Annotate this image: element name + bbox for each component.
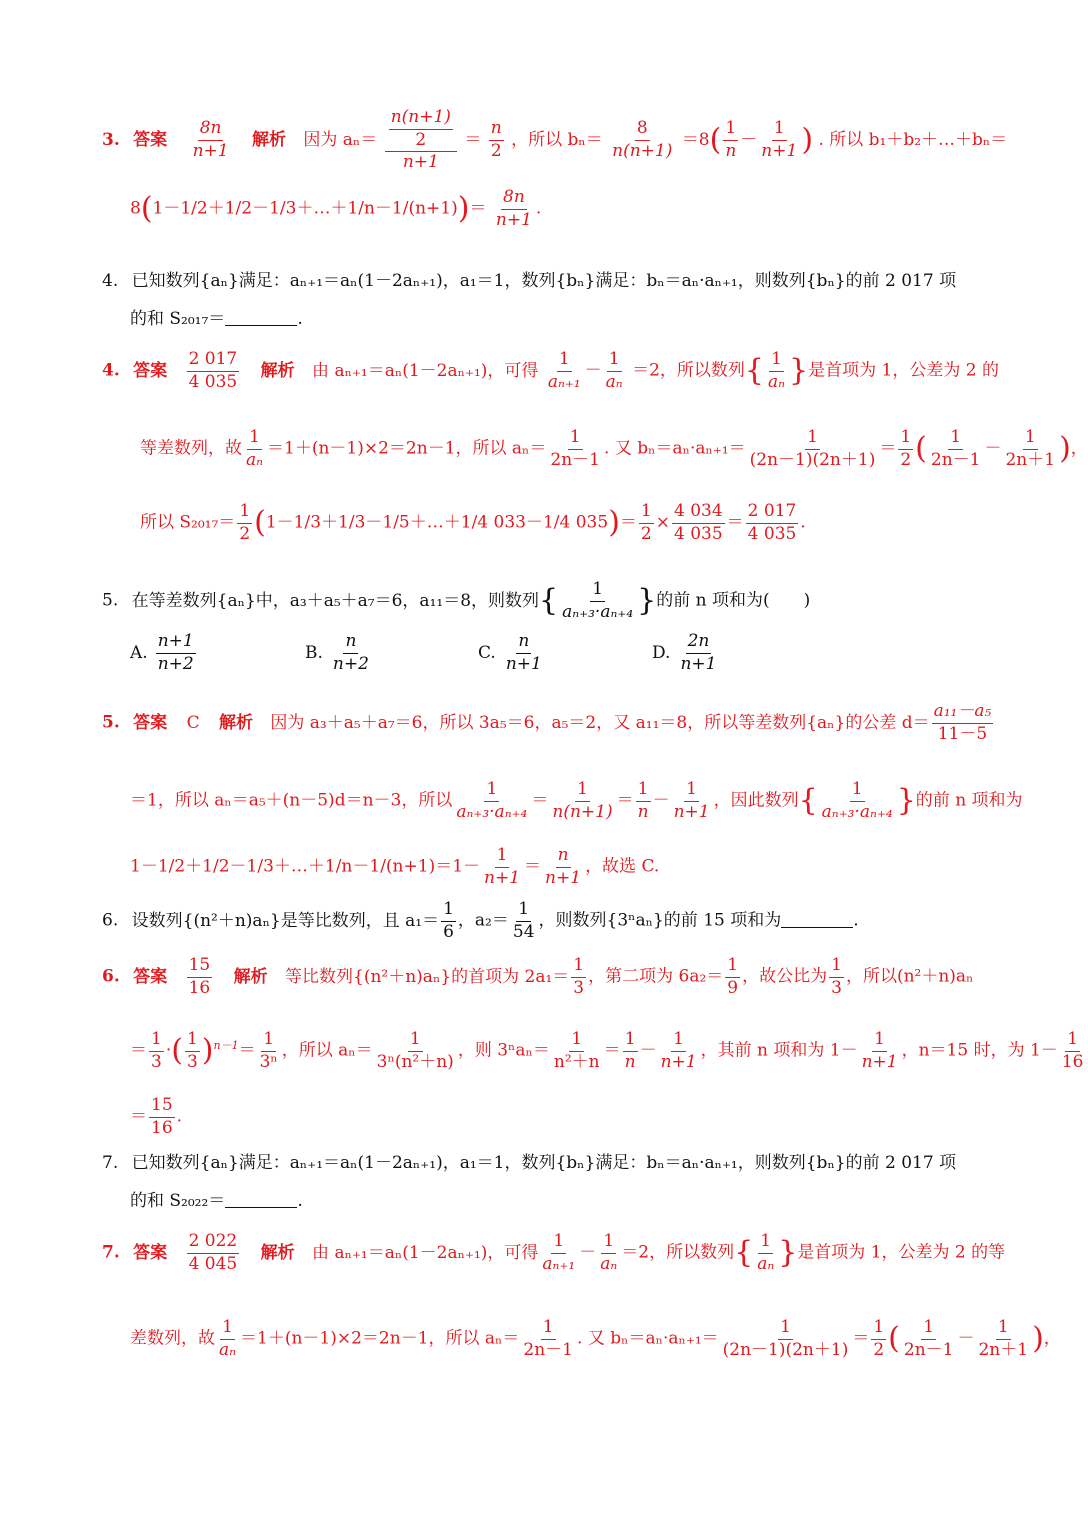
fraction: $\frac{1}{\text{3ⁿ}}$ bbox=[259, 1029, 278, 1072]
fraction: $\frac{1}{n+1}$ bbox=[673, 779, 710, 822]
fraction: $\frac{1}{\text{aₙ₊₃·aₙ₊₄}}$ bbox=[821, 779, 893, 822]
fraction: $\frac{1}{n(n+1)}$ bbox=[552, 779, 613, 822]
answer-blank[interactable] bbox=[225, 1207, 297, 1208]
q7-question-line-1 bbox=[102, 1148, 956, 1173]
text: ，第二项为 6a₂＝ bbox=[588, 966, 724, 987]
fraction: $\frac{1}{2n-1}$ bbox=[903, 1317, 954, 1360]
fraction: $\frac{1}{2n-1}$ bbox=[550, 427, 601, 470]
analysis-label: 解析 bbox=[260, 1242, 295, 1263]
item-number: 6. bbox=[102, 910, 119, 931]
q5-answer-line-1 bbox=[102, 702, 995, 744]
text: ，所以(n²＋n)aₙ bbox=[845, 966, 974, 987]
question-text: 已知数列{aₙ}满足：aₙ₊₁＝aₙ(1－2aₙ₊₁)，a₁＝1，数列{bₙ}满足：bₙ＝aₙ·aₙ₊₁，则数列{bₙ}的前 2 017 项 bbox=[131, 1153, 957, 1173]
question-text: 已知数列{aₙ}满足：aₙ₊₁＝aₙ(1－2aₙ₊₁)，a₁＝1，数列{bₙ}满足：bₙ＝aₙ·aₙ₊₁，则数列{bₙ}的前 2 017 项 bbox=[131, 271, 957, 291]
fraction: $\frac{1}{n}$ bbox=[637, 779, 649, 822]
analysis-label: 解析 bbox=[251, 129, 286, 150]
text: . 又 bₙ＝aₙ·aₙ₊₁＝ bbox=[604, 438, 746, 459]
text: ，其前 n 项和为 1－ bbox=[700, 1040, 858, 1061]
analysis-label: 解析 bbox=[218, 712, 253, 733]
fraction: $\frac{1}{3}$ bbox=[831, 955, 842, 998]
text: ＝1，所以 aₙ＝a₅＋(n－5)d＝n－3，所以 bbox=[130, 790, 453, 811]
text: ＝1＋(n－1)×2＝2n－1，所以 aₙ＝ bbox=[267, 438, 547, 459]
telescoping-sum: 1－1/2＋1/2－1/3＋…＋1/n－1/(n+1) bbox=[152, 198, 458, 219]
text: ，故选 C. bbox=[585, 856, 660, 877]
q5-question-line-1: 5. 在等差数列{aₙ}中，a₃＋a₅＋a₇＝6，a₁₁＝8，则数列{ $\frac{1}{\text{aₙ₊₃·aₙ₊₄}}$ }的前 n 项和为( ) bbox=[102, 579, 811, 622]
fraction: $\frac{1}{n+1}$ bbox=[761, 118, 798, 161]
fraction: $\frac{1}{2}$ bbox=[873, 1317, 885, 1360]
fraction: $\frac{1}{54}$ bbox=[512, 899, 535, 942]
text: 8 bbox=[130, 198, 141, 219]
fraction: $\frac{1}{6}$ bbox=[443, 899, 454, 942]
fraction: $\frac{1}{3}$ bbox=[573, 955, 585, 998]
text: ，则 3ⁿaₙ＝ bbox=[457, 1040, 550, 1061]
fraction: $\frac{1}{n+1}$ bbox=[861, 1029, 898, 1072]
analysis-label: 解析 bbox=[260, 360, 295, 381]
fraction: $\frac{1}{\text{aₙ}}$ bbox=[757, 1231, 775, 1274]
fraction: $\frac{n}{n+1}$ bbox=[545, 845, 582, 888]
q3-answer-line-2: 8(1－1/2＋1/2－1/3＋…＋1/n－1/(n+1))＝ $\frac{8n}{n+1}$ . bbox=[130, 187, 542, 230]
item-number: 5. bbox=[102, 712, 120, 733]
text: ＝2，所以数列 bbox=[632, 360, 745, 381]
q4-answer-line-1: 4. 答案 $\frac{2 017}{4 035}$ 解析 由 aₙ₊₁＝aₙ(1－2aₙ₊₁)，可得 $\frac{1}{\text{aₙ₊₁}}$ － $\frac{1}{\text{aₙ}}$ ＝2，所以数列{ $\frac{1}{\text{aₙ}}$ }是首项为 1，公差为 2 的 bbox=[102, 349, 999, 392]
option-c[interactable] bbox=[478, 632, 546, 674]
fraction: $\frac{1}{\text{aₙ}}$ bbox=[605, 349, 623, 392]
fraction: $\frac{2 017}{4 035}$ bbox=[747, 501, 797, 544]
fraction: $\frac{1}{\text{n²＋n}}$ bbox=[553, 1029, 600, 1072]
analysis-label: 解析 bbox=[233, 966, 268, 987]
fraction: $\frac{8}{n(n+1)}$ bbox=[612, 118, 673, 161]
text: 是首项为 1，公差为 2 的等 bbox=[797, 1242, 1006, 1263]
fraction: $\frac{1}{2}$ bbox=[239, 501, 251, 544]
item-number: 4. bbox=[102, 360, 120, 381]
text: ，所以 bₙ＝ bbox=[511, 129, 603, 150]
text: 的前 n 项和为 bbox=[915, 790, 1023, 811]
answer-label: 答案 bbox=[133, 129, 168, 150]
fraction: $\frac{1}{\text{aₙ₊₃·aₙ₊₄}}$ bbox=[456, 779, 528, 822]
q5-answer-line-3: 1－1/2＋1/2－1/3＋…＋1/n－1/(n+1)＝1－ $\frac{1}{n+1}$ ＝ $\frac{n}{n+1}$ ，故选 C. bbox=[130, 845, 660, 888]
option-fraction: $\frac{n+1}{n+2}$ bbox=[157, 631, 194, 674]
fraction: $\frac{1}{\text{aₙ}}$ bbox=[219, 1317, 237, 1360]
q7-answer-line-1: 7. 答案 $\frac{2 022}{4 045}$ 解析 由 aₙ₊₁＝aₙ(1－2aₙ₊₁)，可得 $\frac{1}{\text{aₙ₊₁}}$ － $\frac{1}{\text{aₙ}}$ ＝2，所以数列{ $\frac{1}{\text{aₙ}}$ }是首项为 1，公差为 2 的等 bbox=[102, 1231, 1006, 1274]
fraction: $\frac{1}{2n+1}$ bbox=[978, 1317, 1029, 1360]
fraction: $\frac{1}{\text{aₙ₊₁}}$ bbox=[542, 1231, 576, 1274]
answer-label: 答案 bbox=[133, 360, 168, 381]
item-number: 5. bbox=[102, 590, 119, 611]
text: 所以 S₂₀₁₇＝ bbox=[140, 512, 236, 533]
option-a[interactable] bbox=[130, 632, 198, 674]
telescoping-sum: 1－1/3＋1/3－1/5＋…＋1/4 033－1/4 035 bbox=[265, 512, 609, 533]
option-b[interactable] bbox=[305, 632, 373, 674]
item-number: 7. bbox=[102, 1242, 120, 1263]
fraction: $\frac{1}{n+1}$ bbox=[660, 1029, 697, 1072]
text: ＝8 bbox=[681, 129, 710, 150]
text: ，n＝15 时，为 1－ bbox=[901, 1040, 1058, 1061]
option-d[interactable] bbox=[652, 632, 720, 674]
fraction: $\frac{1}{\text{aₙ}}$ bbox=[246, 427, 264, 470]
fraction: $\frac{1}{n+1}$ bbox=[484, 845, 521, 888]
text: ，所以 aₙ＝ bbox=[281, 1040, 373, 1061]
text: 由 aₙ₊₁＝aₙ(1－2aₙ₊₁)，可得 bbox=[312, 360, 539, 381]
fraction: $\frac{n}{2}$ bbox=[490, 118, 502, 161]
option-label: B. bbox=[305, 643, 323, 664]
fraction: $\frac{1}{3}$ bbox=[151, 1029, 162, 1072]
nested-fraction: $\frac{\frac{n(n+1)}{2}}{n+1}$ bbox=[385, 108, 457, 173]
q4-question-line-1 bbox=[102, 266, 956, 291]
text: . 又 bₙ＝aₙ·aₙ₊₁＝ bbox=[577, 1328, 719, 1349]
option-label: D. bbox=[652, 643, 671, 664]
answer-fraction: $\frac{15}{16}$ bbox=[188, 955, 211, 998]
fraction: $\frac{1}{(2n-1)(2n+1)}$ bbox=[749, 427, 876, 470]
fraction: $\frac{4 034}{4 035}$ bbox=[673, 501, 723, 544]
item-number: 3. bbox=[102, 129, 120, 150]
q6-answer-line-1 bbox=[102, 956, 973, 998]
fraction: $\frac{1}{2}$ bbox=[900, 427, 912, 470]
telescoping-sum: 1－1/2＋1/2－1/3＋…＋1/n－1/(n+1) bbox=[130, 856, 436, 877]
question-text: ，则数列{3ⁿaₙ}的前 15 项和为 bbox=[538, 910, 782, 931]
q4-answer-line-3: 所以 S₂₀₁₇＝ $\frac{1}{2}$ (1－1/3＋1/3－1/5＋…＋1/4 033－1/4 035)＝ $\frac{1}{2}$ × $\frac{4 034}{4 035}$ ＝ $\frac{2 017}{4 035}$ . bbox=[140, 501, 806, 544]
text: 因为 a₃＋a₅＋a₇＝6，所以 3a₅＝6，a₅＝2，又 a₁₁＝8，所以等差数列{aₙ}的公差 d＝ bbox=[270, 712, 930, 733]
text: 因为 aₙ＝ bbox=[303, 129, 378, 150]
fraction: $\frac{1}{2n-1}$ bbox=[523, 1317, 574, 1360]
fraction: $\frac{1}{2}$ bbox=[640, 501, 652, 544]
answer-blank[interactable] bbox=[781, 927, 853, 928]
answer-label: 答案 bbox=[133, 712, 168, 733]
answer-fraction: $\frac{8n}{n+1}$ bbox=[192, 118, 229, 161]
fraction: $\frac{1}{2n-1}$ bbox=[930, 427, 981, 470]
fraction: $\frac{1}{2n+1}$ bbox=[1005, 427, 1056, 470]
answer-label: 答案 bbox=[133, 966, 168, 987]
answer-fraction: $\frac{2 022}{4 045}$ bbox=[188, 1231, 238, 1274]
text: ，故公比为 bbox=[742, 966, 828, 987]
fraction: $\frac{1}{n}$ bbox=[725, 118, 737, 161]
answer-value: C bbox=[186, 712, 200, 733]
text: 是首项为 1，公差为 2 的 bbox=[808, 360, 999, 381]
q3-answer-line-1: 3. 答案 $\frac{8n}{n+1}$ 解析 因为 aₙ＝ $\frac{\frac{n(n+1)}{2}}{n+1}$ ＝ $\frac{n}{2}$ ，所以 bₙ＝ $\frac{8}{n(n+1)}$ ＝8( $\frac{1}{n}$ － $\frac{1}{n+1}$ ) . 所以 b₁＋b₂＋…＋bₙ＝ bbox=[102, 107, 1008, 173]
text: ＝1＋(n－1)×2＝2n－1，所以 aₙ＝ bbox=[240, 1328, 520, 1349]
option-fraction: $\frac{n}{n+1}$ bbox=[505, 631, 542, 674]
fraction: $\frac{8n}{n+1}$ bbox=[495, 187, 532, 230]
text: 等差数列，故 bbox=[140, 438, 242, 459]
fraction: $\frac{1}{16}$ bbox=[1061, 1029, 1084, 1072]
question-text: ，a₂＝ bbox=[457, 910, 509, 931]
option-fraction: $\frac{2n}{n+1}$ bbox=[680, 631, 717, 674]
question-text: 的和 S₂₀₁₇＝ bbox=[130, 309, 226, 329]
fraction: $\frac{1}{\text{aₙ}}$ bbox=[600, 1231, 618, 1274]
option-label: C. bbox=[478, 643, 496, 664]
fraction: $\frac{1}{9}$ bbox=[727, 955, 739, 998]
answer-label: 答案 bbox=[133, 1242, 168, 1263]
q4-question-line-2: 的和 S₂₀₁₇＝ . bbox=[130, 309, 303, 329]
text: . 所以 b₁＋b₂＋…＋bₙ＝ bbox=[818, 129, 1008, 150]
text: 等比数列{(n²＋n)aₙ}的首项为 2a₁＝ bbox=[285, 966, 570, 987]
q6-answer-line-2: ＝ $\frac{1}{3}$ ·( $\frac{1}{3}$ )$^{n-1}$＝ $\frac{1}{\text{3ⁿ}}$ ，所以 aₙ＝ $\frac{1}{\text{3ⁿ(n²＋n)}}$ ，则 3ⁿaₙ＝ $\frac{1}{\text{n²＋n}}$ ＝ $\frac{1}{n}$ － $\frac{1}{n+1}$ ，其前 n 项和为 1－ $\frac{1}{n+1}$ ，n＝15 时，为 1－ $\frac{1}{16}$ bbox=[130, 1029, 1084, 1072]
q5-answer-line-2: ＝1，所以 aₙ＝a₅＋(n－5)d＝n－3，所以 $\frac{1}{\text{aₙ₊₃·aₙ₊₄}}$ ＝ $\frac{1}{n(n+1)}$ ＝ $\frac{1}{n}$ － $\frac{1}{n+1}$ ，因此数列{ $\frac{1}{\text{aₙ₊₃·aₙ₊₄}}$ }的前 n 项和为 bbox=[130, 779, 1023, 822]
fraction: $\frac{1}{\text{aₙ₊₁}}$ bbox=[547, 349, 581, 392]
item-number: 4. bbox=[102, 271, 119, 291]
text: ＝2，所以数列 bbox=[621, 1242, 735, 1263]
fraction: $\frac{15}{16}$ bbox=[151, 1095, 173, 1138]
q7-answer-line-2: 差数列，故 $\frac{1}{\text{aₙ}}$ ＝1＋(n－1)×2＝2n－1，所以 aₙ＝ $\frac{1}{2n-1}$ . 又 bₙ＝aₙ·aₙ₊₁＝ $\frac{1}{(2n-1)(2n+1)}$ ＝ $\frac{1}{2}$ ( $\frac{1}{2n-1}$ － $\frac{1}{2n+1}$ )， bbox=[130, 1317, 1061, 1360]
q6-question-line: 6. 设数列{(n²＋n)aₙ}是等比数列，且 a₁＝ $\frac{1}{6}$ ，a₂＝ $\frac{1}{54}$ ，则数列{3ⁿaₙ}的前 15 项和为 . bbox=[102, 899, 859, 942]
question-text: 的前 n 项和为( ) bbox=[656, 590, 811, 611]
item-number: 6. bbox=[102, 966, 120, 987]
fraction: $\frac{\text{a₁₁－a₅}}{11-5}$ bbox=[933, 701, 992, 744]
question-text: 设数列{(n²＋n)aₙ}是等比数列，且 a₁＝ bbox=[131, 910, 440, 931]
fraction: $\frac{1}{(2n-1)(2n+1)}$ bbox=[722, 1317, 849, 1360]
option-label: A. bbox=[130, 643, 148, 664]
fraction: $\frac{1}{\text{aₙ}}$ bbox=[768, 349, 786, 392]
answer-fraction: $\frac{2 017}{4 035}$ bbox=[188, 349, 238, 392]
fraction: $\frac{1}{\text{aₙ₊₃·aₙ₊₄}}$ bbox=[562, 579, 634, 622]
fraction: $\frac{1}{3}$ bbox=[186, 1029, 198, 1072]
q6-answer-line-3: ＝ $\frac{15}{16}$ . bbox=[130, 1095, 183, 1138]
question-text: 在等差数列{aₙ}中，a₃＋a₅＋a₇＝6，a₁₁＝8，则数列 bbox=[131, 590, 540, 611]
q7-question-line-2: 的和 S₂₀₂₂＝ . bbox=[130, 1191, 303, 1211]
fraction: $\frac{1}{n}$ bbox=[624, 1029, 636, 1072]
answer-blank[interactable] bbox=[225, 325, 297, 326]
item-number: 7. bbox=[102, 1153, 119, 1173]
q4-answer-line-2: 等差数列，故 $\frac{1}{\text{aₙ}}$ ＝1＋(n－1)×2＝2n－1，所以 aₙ＝ $\frac{1}{2n-1}$ . 又 bₙ＝aₙ·aₙ₊₁＝ $\frac{1}{(2n-1)(2n+1)}$ ＝ $\frac{1}{2}$ ( $\frac{1}{2n-1}$ － $\frac{1}{2n+1}$ )， bbox=[140, 427, 1088, 470]
question-text: 的和 S₂₀₂₂＝ bbox=[130, 1191, 226, 1211]
option-fraction: $\frac{n}{n+2}$ bbox=[332, 631, 369, 674]
text: 由 aₙ₊₁＝aₙ(1－2aₙ₊₁)，可得 bbox=[312, 1242, 539, 1263]
fraction: $\frac{1}{\text{3ⁿ(n²＋n)}}$ bbox=[376, 1029, 454, 1072]
exponent: n－1 bbox=[213, 1038, 239, 1052]
text: ，因此数列 bbox=[713, 790, 799, 811]
text: 差数列，故 bbox=[130, 1328, 215, 1349]
